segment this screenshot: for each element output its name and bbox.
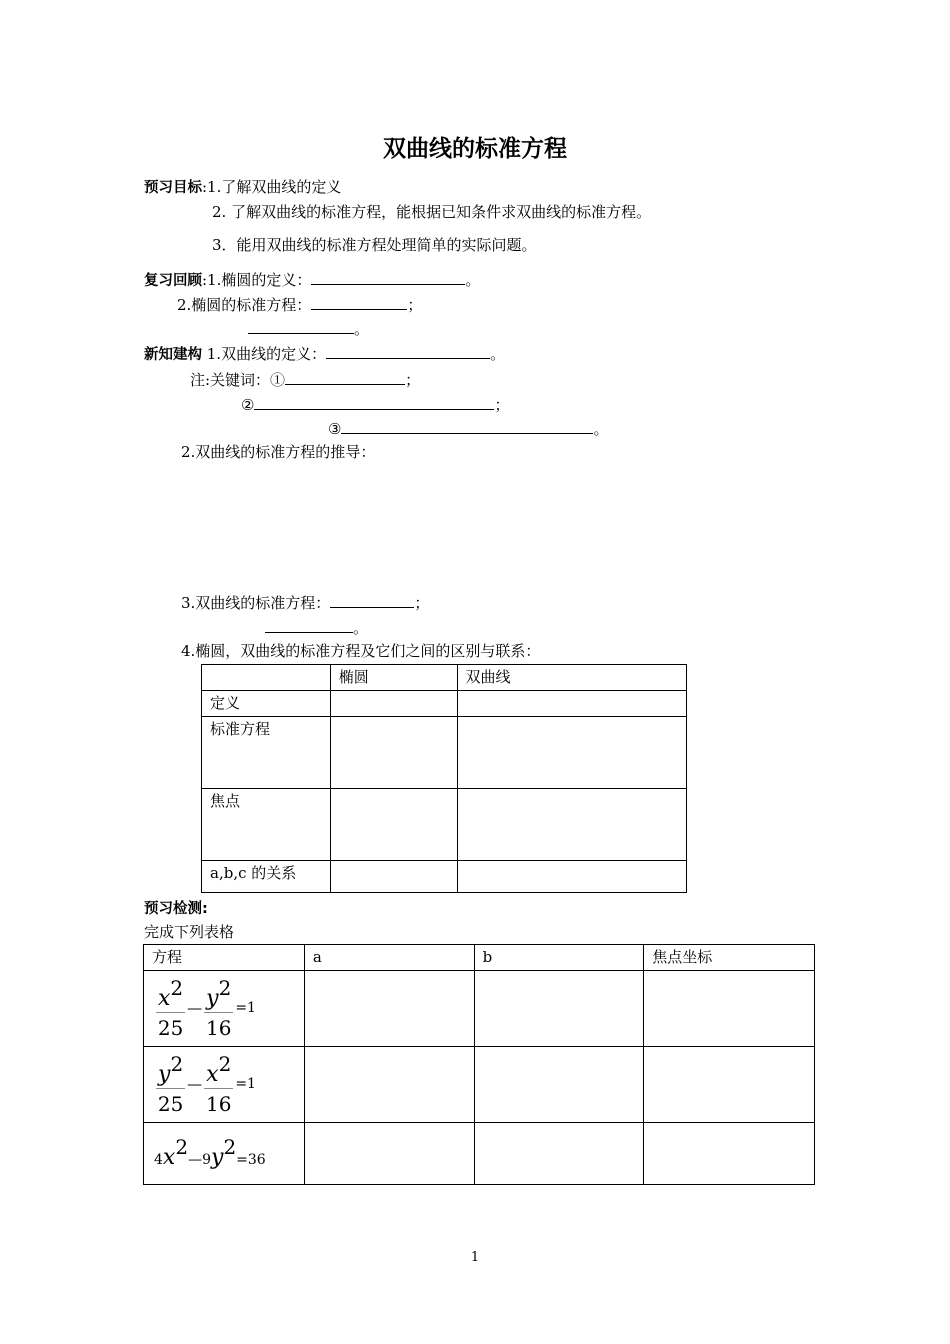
exponent: 2 xyxy=(170,976,184,1000)
answer-cell-b[interactable] xyxy=(474,971,644,1047)
answer-cell-focus[interactable] xyxy=(644,1123,815,1185)
hyperbola-eq-blank-1[interactable] xyxy=(330,592,414,608)
new-knowledge-item-3-end: ； xyxy=(414,594,430,612)
equation-rhs: =1 xyxy=(235,1076,256,1092)
compare-table-row xyxy=(202,691,687,717)
fraction-y2-25 xyxy=(156,1051,185,1117)
compare-table-header xyxy=(202,665,687,691)
answer-cell-a[interactable] xyxy=(304,971,474,1047)
new-knowledge-item-4: 4.椭圆，双曲线的标准方程及它们之间的区别与联系： xyxy=(181,642,541,660)
compare-cell[interactable] xyxy=(330,691,457,717)
compare-row-label: 定义 xyxy=(202,691,331,717)
keyword-circle-2: ② xyxy=(241,396,255,414)
equation-3 xyxy=(154,1127,294,1180)
compare-cell[interactable] xyxy=(330,717,457,789)
compare-cell[interactable] xyxy=(330,861,457,893)
review-item-2: 2.椭圆的标准方程： xyxy=(177,296,312,314)
check-instruction: 完成下列表格 xyxy=(144,923,235,941)
new-knowledge-line-3b xyxy=(265,617,368,638)
compare-header-cell xyxy=(202,665,331,691)
new-knowledge-item-1: 1.双曲线的定义： xyxy=(202,345,327,363)
compare-table xyxy=(201,664,687,893)
review-item-1: :1.椭圆的定义： xyxy=(202,271,312,289)
check-table-row xyxy=(144,971,815,1047)
check-table-row xyxy=(144,1047,815,1123)
answer-cell-b[interactable] xyxy=(474,1047,644,1123)
exponent: 2 xyxy=(175,1135,189,1159)
new-knowledge-item-3b-end: 。 xyxy=(353,619,369,637)
hyperbola-eq-blank-2[interactable] xyxy=(265,617,353,633)
definition-blank[interactable] xyxy=(326,343,490,359)
var-x: x xyxy=(206,1062,219,1087)
keyword-line-3 xyxy=(328,418,608,439)
review-blank-2[interactable] xyxy=(311,294,407,310)
new-knowledge-item-2: 2.双曲线的标准方程的推导： xyxy=(181,443,376,461)
check-table xyxy=(143,944,815,1185)
var-y: y xyxy=(206,986,219,1011)
equation-rhs: =36 xyxy=(236,1152,266,1168)
keyword-line-1 xyxy=(190,369,420,390)
page-title: 双曲线的标准方程 xyxy=(383,136,567,162)
var-x: x xyxy=(162,1145,176,1170)
equation-cell xyxy=(144,971,305,1047)
var-y: y xyxy=(211,1145,224,1170)
new-knowledge-line-3 xyxy=(181,592,429,613)
answer-cell-a[interactable] xyxy=(304,1123,474,1185)
review-item-2-end: ； xyxy=(407,296,423,314)
keyword-note: 注:关键词：① xyxy=(190,371,286,389)
keyword-end-2: ； xyxy=(494,396,510,414)
var-x: x xyxy=(158,986,171,1011)
exponent: 2 xyxy=(170,1052,184,1076)
denominator: 16 xyxy=(206,1092,232,1116)
check-header-cell: b xyxy=(474,945,644,971)
equation-cell xyxy=(144,1123,305,1185)
keyword-end-1: ； xyxy=(405,371,421,389)
fraction-x2-16 xyxy=(204,1051,233,1117)
new-knowledge-label: 新知建构 xyxy=(144,347,202,363)
compare-header-cell: 椭圆 xyxy=(330,665,457,691)
check-header-cell: a xyxy=(304,945,474,971)
goals-item-2: 2. 了解双曲线的标准方程，能根据已知条件求双曲线的标准方程。 xyxy=(212,203,652,221)
answer-cell-focus[interactable] xyxy=(644,971,815,1047)
compare-cell[interactable] xyxy=(457,789,686,861)
compare-table-row xyxy=(202,861,687,893)
goals-item-1: :1.了解双曲线的定义 xyxy=(202,178,342,196)
var-y: y xyxy=(158,1062,171,1087)
new-knowledge-item-1-end: 。 xyxy=(490,345,506,363)
check-colon: : xyxy=(202,901,208,917)
equation-cell xyxy=(144,1047,305,1123)
goals-label: 预习目标 xyxy=(144,180,202,196)
minus-sign: — xyxy=(187,1075,203,1093)
answer-cell-b[interactable] xyxy=(474,1123,644,1185)
equation-1 xyxy=(154,973,294,1043)
keyword-blank-3[interactable] xyxy=(341,418,593,434)
review-blank-1[interactable] xyxy=(311,269,465,285)
answer-cell-focus[interactable] xyxy=(644,1047,815,1123)
compare-cell[interactable] xyxy=(330,789,457,861)
exponent: 2 xyxy=(218,1052,232,1076)
compare-header-cell: 双曲线 xyxy=(457,665,686,691)
compare-row-label: 焦点 xyxy=(202,789,331,861)
compare-table-row xyxy=(202,717,687,789)
compare-cell[interactable] xyxy=(457,861,686,893)
denominator: 25 xyxy=(157,1016,184,1040)
equation-2 xyxy=(154,1049,294,1119)
compare-cell[interactable] xyxy=(457,691,686,717)
keyword-end-3: 。 xyxy=(593,420,609,438)
compare-table-row xyxy=(202,789,687,861)
answer-cell-a[interactable] xyxy=(304,1047,474,1123)
new-knowledge-line-1 xyxy=(144,343,505,365)
fraction-y2-16 xyxy=(204,975,233,1041)
keyword-blank-1[interactable] xyxy=(285,369,405,385)
goals-line-1 xyxy=(144,177,341,198)
coefficient: 4 xyxy=(154,1152,163,1168)
fraction-x2-25 xyxy=(156,975,185,1041)
review-item-1-end: 。 xyxy=(465,271,481,289)
check-table-row xyxy=(144,1123,815,1185)
exponent: 2 xyxy=(223,1135,237,1159)
denominator: 16 xyxy=(206,1016,232,1040)
denominator: 25 xyxy=(157,1092,184,1116)
goals-item-3: 3．能用双曲线的标准方程处理简单的实际问题。 xyxy=(212,236,537,254)
review-item-2b-end: 。 xyxy=(354,320,370,338)
review-line-3 xyxy=(248,318,369,339)
exponent: 2 xyxy=(218,976,232,1000)
check-label-line xyxy=(144,898,208,919)
check-header-cell: 方程 xyxy=(144,945,305,971)
compare-row-label: a,b,c 的关系 xyxy=(202,861,331,893)
minus-sign: — xyxy=(187,999,203,1017)
review-line-2 xyxy=(177,294,422,315)
page-number: 1 xyxy=(470,1250,480,1265)
compare-cell[interactable] xyxy=(457,717,686,789)
check-label: 预习检测 xyxy=(144,901,202,917)
check-table-header xyxy=(144,945,815,971)
new-knowledge-item-3: 3.双曲线的标准方程： xyxy=(181,594,331,612)
compare-row-label: 标准方程 xyxy=(202,717,331,789)
keyword-circle-3: ③ xyxy=(328,420,342,438)
review-label: 复习回顾 xyxy=(144,273,202,289)
equation-rhs: =1 xyxy=(235,1000,256,1016)
keyword-blank-2[interactable] xyxy=(254,394,494,410)
review-blank-3[interactable] xyxy=(248,318,354,334)
review-line-1 xyxy=(144,269,480,291)
check-header-cell: 焦点坐标 xyxy=(644,945,815,971)
keyword-line-2 xyxy=(241,394,509,415)
minus-coefficient: —9 xyxy=(188,1152,211,1168)
